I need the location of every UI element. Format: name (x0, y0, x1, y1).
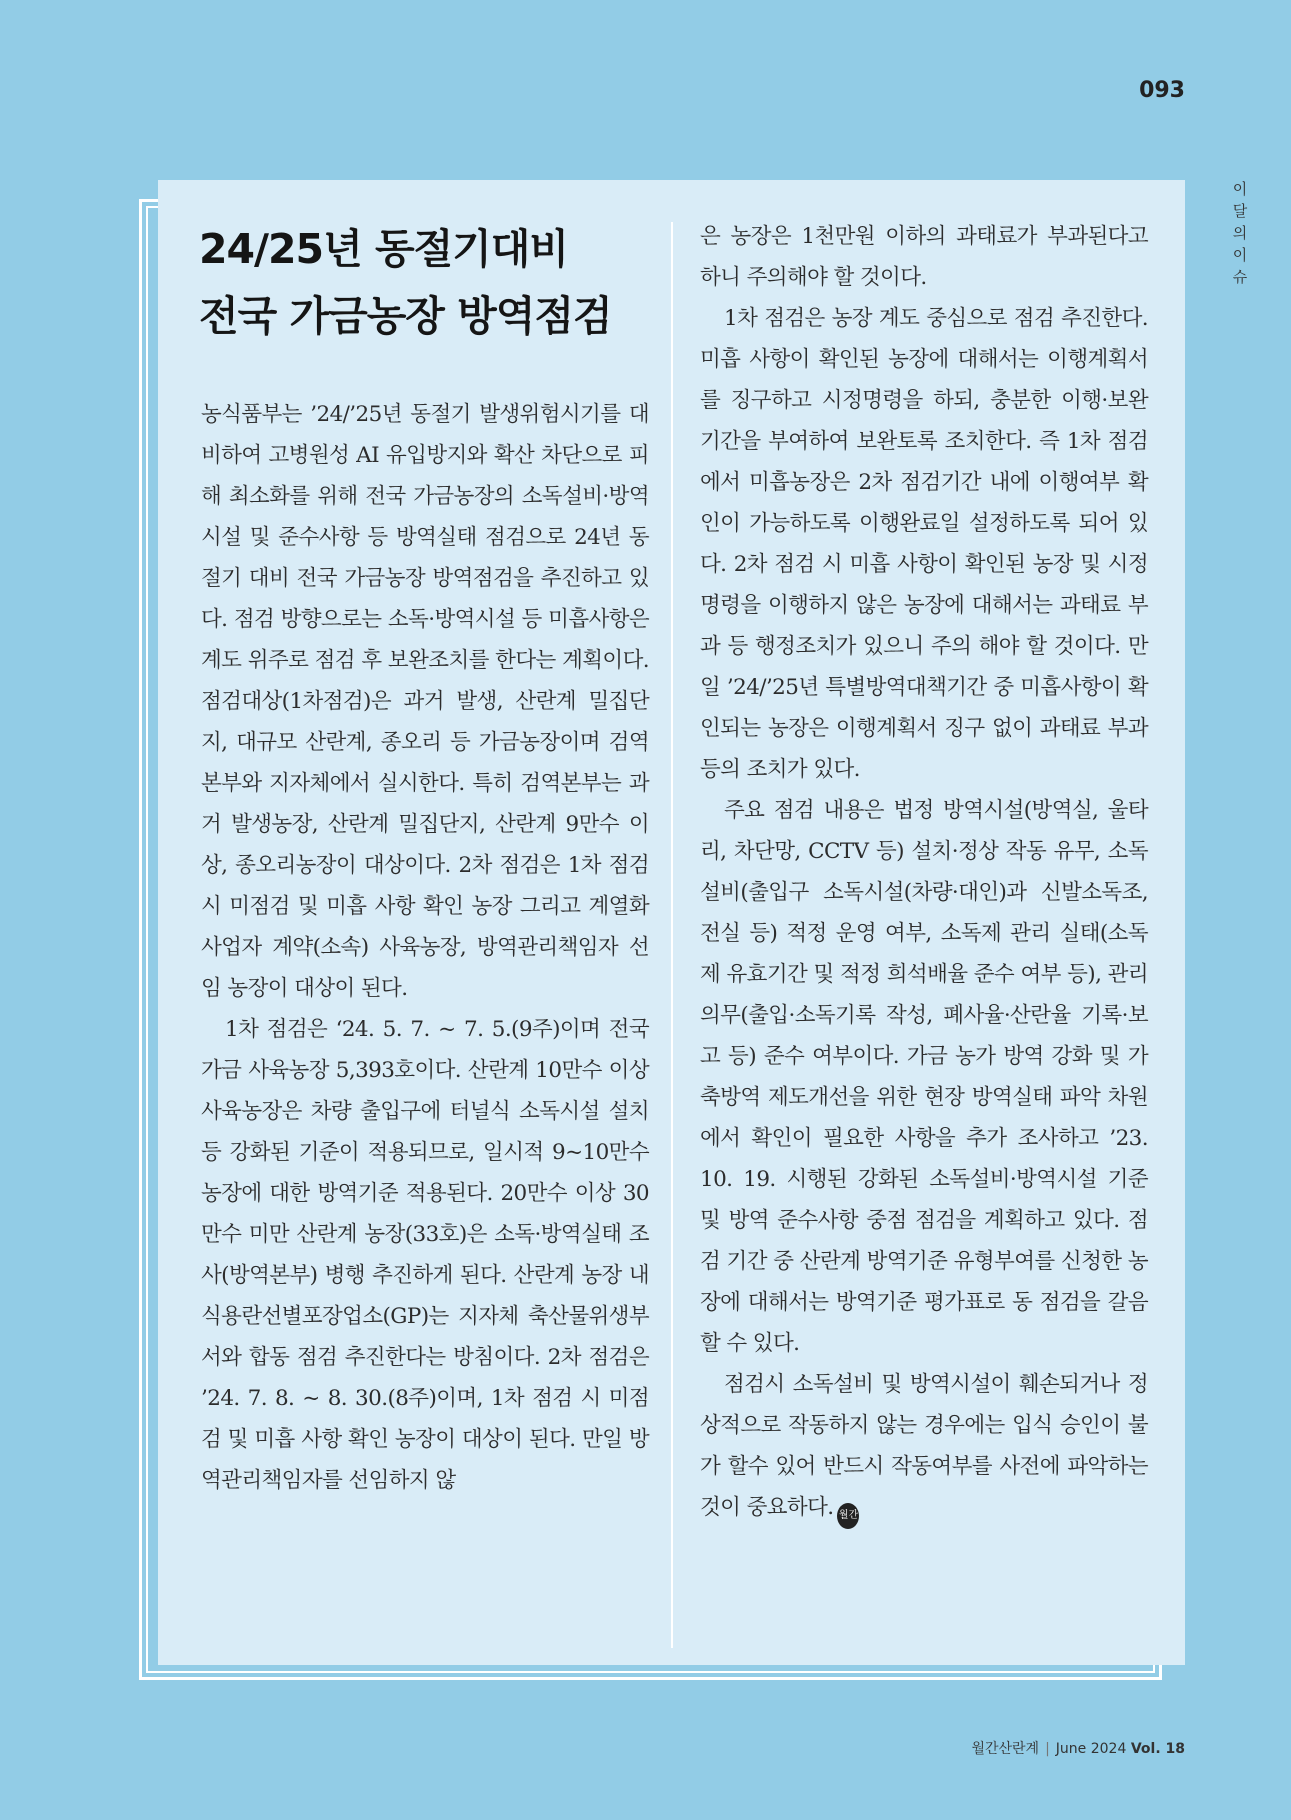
issue-date: June 2024 (1055, 1741, 1127, 1757)
page-footer (971, 1738, 1185, 1758)
page-number: 093 (1139, 78, 1185, 103)
body-paragraph-final (700, 1364, 1148, 1529)
body-paragraph: 주요 점검 내용은 법정 방역시설(방역실, 울타리, 차단망, CCTV 등) 설치·정상 작동 유무, 소독설비(출입구 소독시설(차량·대인)과 신발소독조, 전실 등) 적정 운영 여부, 소독제 관리 실태(소독제 유효기간 및 적정 희석배율 준수 여부 등), 관리의무(출입·소독기록 작성, 폐사율·산란율 기록·보고 등) 준수 여부이다. 가금 농가 방역 강화 및 가축방역 제도개선을 위한 현장 방역실태 파악 차원에서 확인이 필요한 사항을 추가 조사하고 ’23. 10. 19. 시행된 강화된 소독설비·방역시설 기준 및 방역 준수사항 중점 점검을 계획하고 있다. 점검 기간 중 산란계 방역기준 유형부여를 신청한 농장에 대해서는 방역기준 평가표로 동 점검을 갈음할 수 있다. (700, 798, 1148, 1356)
article-column-right (700, 216, 1148, 1529)
body-paragraph: 1차 점검은 농장 계도 중심으로 점검 추진한다. 미흡 사항이 확인된 농장에 대해서는 이행계획서를 징구하고 시정명령을 하되, 충분한 이행·보완 기간을 부여하여 보완토록 조치한다. 즉 1차 점검에서 미흡농장은 2차 점검기간 내에 이행여부 확인이 가능하도록 이행완료일 설정하도록 되어 있다. 2차 점검 시 미흡 사항이 확인된 농장 및 시정명령을 이행하지 않은 농장에 대해서는 과태료 부과 등 행정조치가 있으니 주의 해야 할 것이다. 만일 ’24/’25년 특별방역대책기간 중 미흡사항이 확인되는 농장은 이행계획서 징구 없이 과태료 부과 등의 조치가 있다. (700, 306, 1148, 782)
column-divider (671, 222, 673, 1648)
footer-separator: | (1045, 1741, 1050, 1757)
body-paragraph: 은 농장은 1천만원 이하의 과태료가 부과된다고 하니 주의해야 할 것이다. (700, 224, 1148, 290)
article-title (199, 216, 659, 350)
body-paragraph: 농식품부는 ’24/’25년 동절기 발생위험시기를 대비하여 고병원성 AI 유입방지와 확산 차단으로 피해 최소화를 위해 전국 가금농장의 소독설비·방역시설 및 준수사항 등 방역실태 점검으로 24년 동절기 대비 전국 가금농장 방역점검을 추진하고 있다. 점검 방향으로는 소독·방역시설 등 미흡사항은 계도 위주로 점검 후 보완조치를 한다는 계획이다. 점검대상(1차점검)은 과거 발생, 산란계 밀집단지, 대규모 산란계, 종오리 등 가금농장이며 검역본부와 지자체에서 실시한다. 특히 검역본부는 과거 발생농장, 산란계 밀집단지, 산란계 9만수 이상, 종오리농장이 대상이다. 2차 점검은 1차 점검 시 미점검 및 미흡 사항 확인 농장 그리고 계열화사업자 계약(소속) 사육농장, 방역관리책임자 선임 농장이 대상이 된다. (201, 402, 649, 1001)
section-label: 이달의 이슈 (1232, 180, 1248, 286)
body-paragraph-text: 점검시 소독설비 및 방역시설이 훼손되거나 정상적으로 작동하지 않는 경우에는 입식 승인이 불가 할수 있어 반드시 작동여부를 사전에 파악하는 것이 중요하다. (700, 1372, 1148, 1520)
end-mark-icon: 월간 (837, 1503, 859, 1529)
article-column-left (201, 394, 649, 1501)
magazine-name: 월간산란계 (971, 1741, 1040, 1757)
volume-number: Vol. 18 (1130, 1741, 1185, 1757)
article-title-line-2: 전국 가금농장 방역점검 (199, 292, 612, 340)
article-title-line-1: 24/25년 동절기대비 (199, 225, 568, 273)
body-paragraph: 1차 점검은 ‘24. 5. 7. ~ 7. 5.(9주)이며 전국 가금 사육농장 5,393호이다. 산란계 10만수 이상 사육농장은 차량 출입구에 터널식 소독시설 설치 등 강화된 기준이 적용되므로, 일시적 9~10만수 농장에 대한 방역기준 적용된다. 20만수 이상 30만수 미만 산란계 농장(33호)은 소독·방역실태 조사(방역본부) 병행 추진하게 된다. 산란계 농장 내 식용란선별포장업소(GP)는 지자체 축산물위생부서와 합동 점검 추진한다는 방침이다. 2차 점검은 ’24. 7. 8. ~ 8. 30.(8주)이며, 1차 점검 시 미점검 및 미흡 사항 확인 농장이 대상이 된다. 만일 방역관리책임자를 선임하지 않 (201, 1017, 649, 1493)
